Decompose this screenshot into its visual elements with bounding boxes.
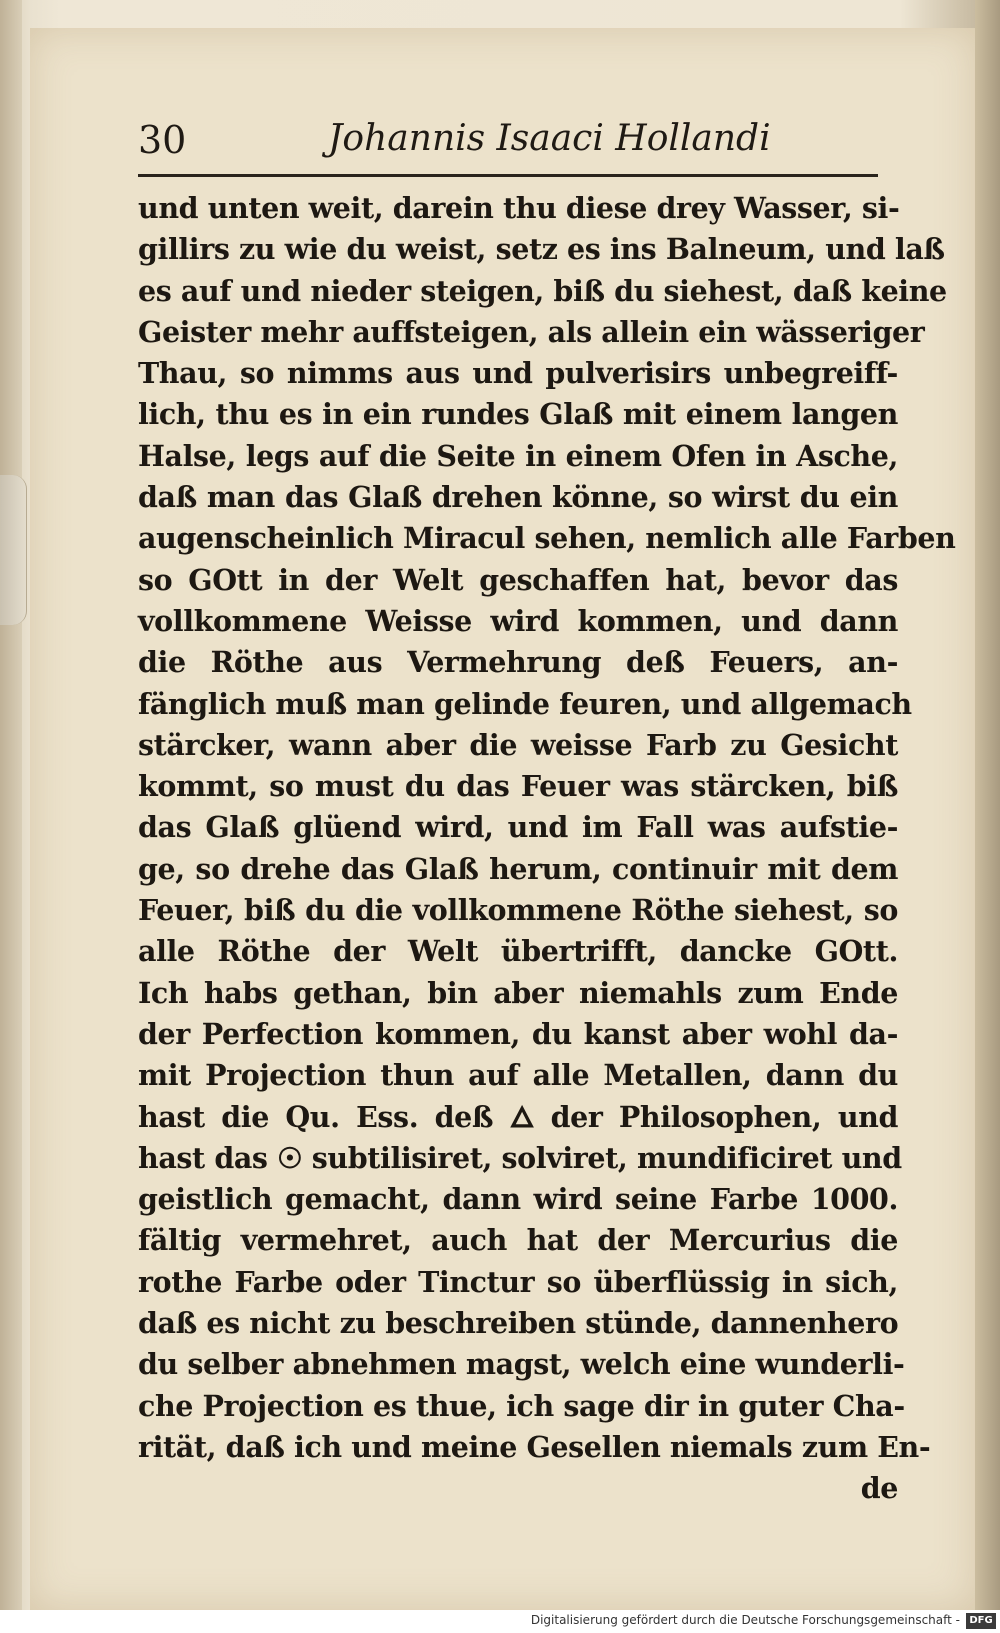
text-line: daß man das Glaß drehen könne, so wirst du ein <box>138 480 898 515</box>
text-line: Feuer, biß du die vollkommene Röthe siehest, so <box>138 893 898 928</box>
text-line: fänglich muß man gelinde feuren, und allgemach <box>138 686 912 721</box>
text-line: hast die Qu. Ess. deß 🜂 der Philosophen, und <box>138 1099 898 1134</box>
text-line: gillirs zu wie du weist, setz es ins Balneum, und laß <box>138 232 945 267</box>
text-line: ge, so drehe das Glaß herum, continuir mit dem <box>138 851 898 886</box>
text-line: das Glaß glüend wird, und im Fall was aufstie- <box>138 810 898 845</box>
footer-bar <box>0 1610 1000 1633</box>
text-line: augenscheinlich Miracul sehen, nemlich alle Farben <box>138 521 956 556</box>
page-clip <box>0 475 27 625</box>
text-line: hast das ☉ subtilisiret, solviret, mundificiret und <box>138 1140 902 1175</box>
text-line: alle Röthe der Welt übertrifft, dancke GOtt. <box>138 934 898 969</box>
dfg-logo-icon: DFG <box>966 1613 996 1629</box>
text-line: und unten weit, darein thu diese drey Wasser, si- <box>138 191 900 225</box>
text-line: es auf und nieder steigen, biß du siehest, daß keine <box>138 273 947 308</box>
book-right-edge <box>975 0 1000 1610</box>
running-title: Johannis Isaaci Hollandi <box>328 118 771 159</box>
text-line: stärcker, wann aber die weisse Farb zu Gesicht <box>138 727 898 762</box>
book-left-edge <box>0 0 22 1633</box>
catchword: de <box>860 1471 898 1506</box>
text-line: rität, daß ich und meine Gesellen niemals zum En- <box>138 1429 931 1464</box>
text-line: vollkommene Weisse wird kommen, und dann <box>138 603 898 638</box>
text-line: fältig vermehret, auch hat der Mercurius die <box>138 1223 898 1258</box>
page-header <box>138 118 878 178</box>
text-line: Thau, so nimms aus und pulverisirs unbegreiff- <box>138 356 898 391</box>
text-line: geistlich gemacht, dann wird seine Farbe 1000. <box>138 1182 898 1217</box>
page-number: 30 <box>138 118 187 162</box>
text-line: du selber abnehmen magst, welch eine wunderli- <box>138 1347 905 1382</box>
text-line: Halse, legs auf die Seite in einem Ofen in Asche, <box>138 438 898 473</box>
text-line: kommt, so must du das Feuer was stärcken, biß <box>138 769 898 804</box>
text-line: die Röthe aus Vermehrung deß Feuers, an- <box>138 645 898 680</box>
footer-credit: Digitalisierung gefördert durch die Deutsche Forschungsgemeinschaft - <box>530 1613 960 1627</box>
text-line: mit Projection thun auf alle Metallen, dann du <box>138 1058 898 1093</box>
text-line: rothe Farbe oder Tinctur so überflüssig in sich, <box>138 1264 898 1299</box>
text-line: so GOtt in der Welt geschaffen hat, bevor das <box>138 562 898 597</box>
text-line: Ich habs gethan, bin aber niemahls zum Ende <box>138 975 898 1010</box>
text-line: daß es nicht zu beschreiben stünde, dannenhero <box>138 1306 899 1341</box>
text-line: lich, thu es in ein rundes Glaß mit einem langen <box>138 397 898 432</box>
body-text <box>138 188 956 1510</box>
text-line: Geister mehr auffsteigen, als allein ein wässeriger <box>138 314 925 349</box>
header-rule <box>138 174 878 177</box>
text-line: der Perfection kommen, du kanst aber wohl da- <box>138 1016 898 1051</box>
text-line: che Projection es thue, ich sage dir in guter Cha- <box>138 1388 905 1423</box>
